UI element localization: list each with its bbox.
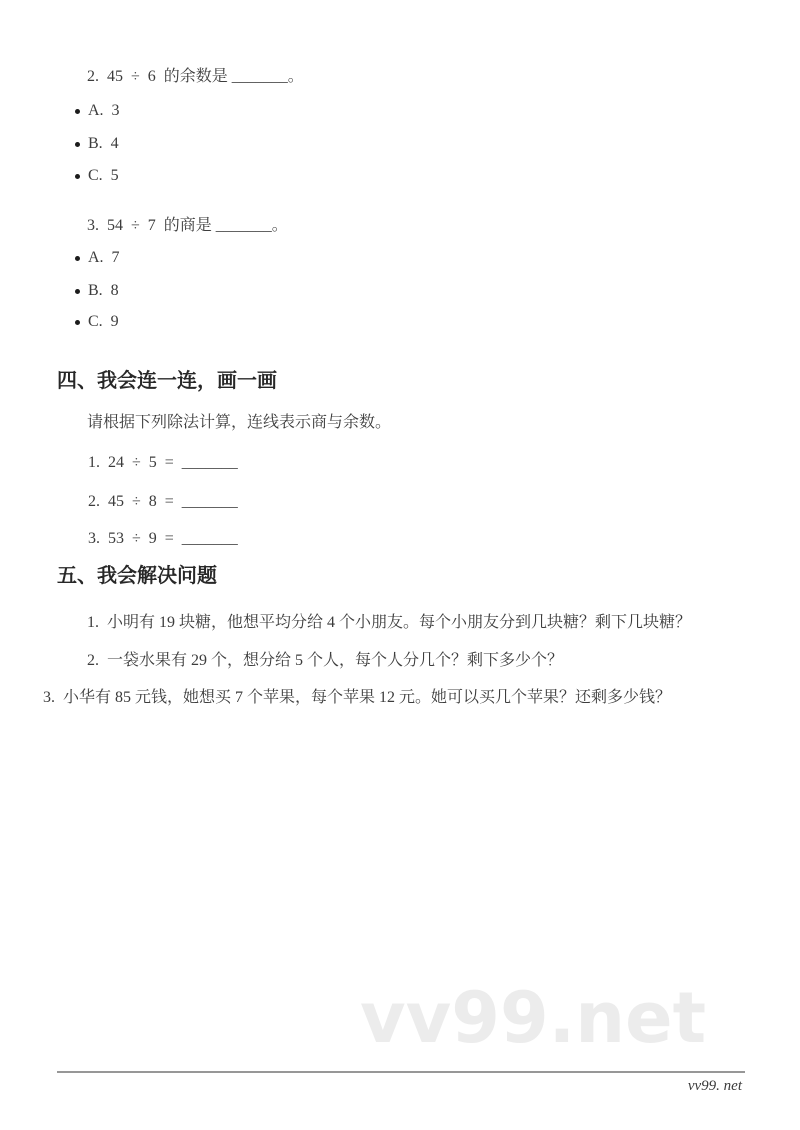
question-3-prompt: 3. 54 ÷ 7 的商是 _______。: [87, 217, 288, 234]
option-label: C. 5: [88, 167, 119, 184]
section-4-item-2: 2. 45 ÷ 8 = _______: [88, 493, 238, 510]
question-2-prompt: 2. 45 ÷ 6 的余数是 _______。: [87, 68, 304, 85]
bullet-icon: [75, 320, 80, 325]
footer-site-label: vv99. net: [687, 1078, 742, 1094]
section-4-intro: 请根据下列除法计算，连线表示商与余数。: [87, 414, 392, 431]
section-5-heading: 五、我会解决问题: [57, 565, 217, 587]
bullet-icon: [75, 174, 80, 179]
option-label: A. 7: [88, 249, 120, 266]
bullet-icon: [75, 109, 80, 114]
question-3-option-c: [75, 311, 119, 333]
bullet-icon: [75, 289, 80, 294]
bullet-icon: [75, 256, 80, 261]
section-4-item-3: 3. 53 ÷ 9 = _______: [88, 530, 238, 547]
watermark: vv99.net: [360, 977, 707, 1059]
option-label: C. 9: [88, 313, 119, 330]
bullet-icon: [75, 142, 80, 147]
question-2-option-b: [75, 133, 119, 155]
question-2-option-c: [75, 165, 119, 187]
option-label: B. 4: [88, 135, 119, 152]
option-label: A. 3: [88, 102, 120, 119]
question-3-option-b: [75, 280, 119, 302]
section-5-item-2: 2. 一袋水果有 29 个，想分给 5 个人，每个人分几个？剩下多少个？: [87, 652, 564, 669]
section-4-heading: 四、我会连一连，画一画: [57, 370, 277, 392]
footer-rule: [57, 1071, 745, 1073]
question-3-option-a: [75, 247, 120, 269]
section-4-item-1: 1. 24 ÷ 5 = _______: [88, 454, 238, 471]
section-5-item-3: 3. 小华有 85 元钱，她想买 7 个苹果，每个苹果 12 元。她可以买几个苹果？还剩多少钱？: [43, 689, 672, 706]
question-2-option-a: [75, 100, 120, 122]
option-label: B. 8: [88, 282, 119, 299]
section-5-item-1: 1. 小明有 19 块糖，他想平均分给 4 个小朋友。每个小朋友分到几块糖？剩下几块糖？: [87, 614, 692, 631]
